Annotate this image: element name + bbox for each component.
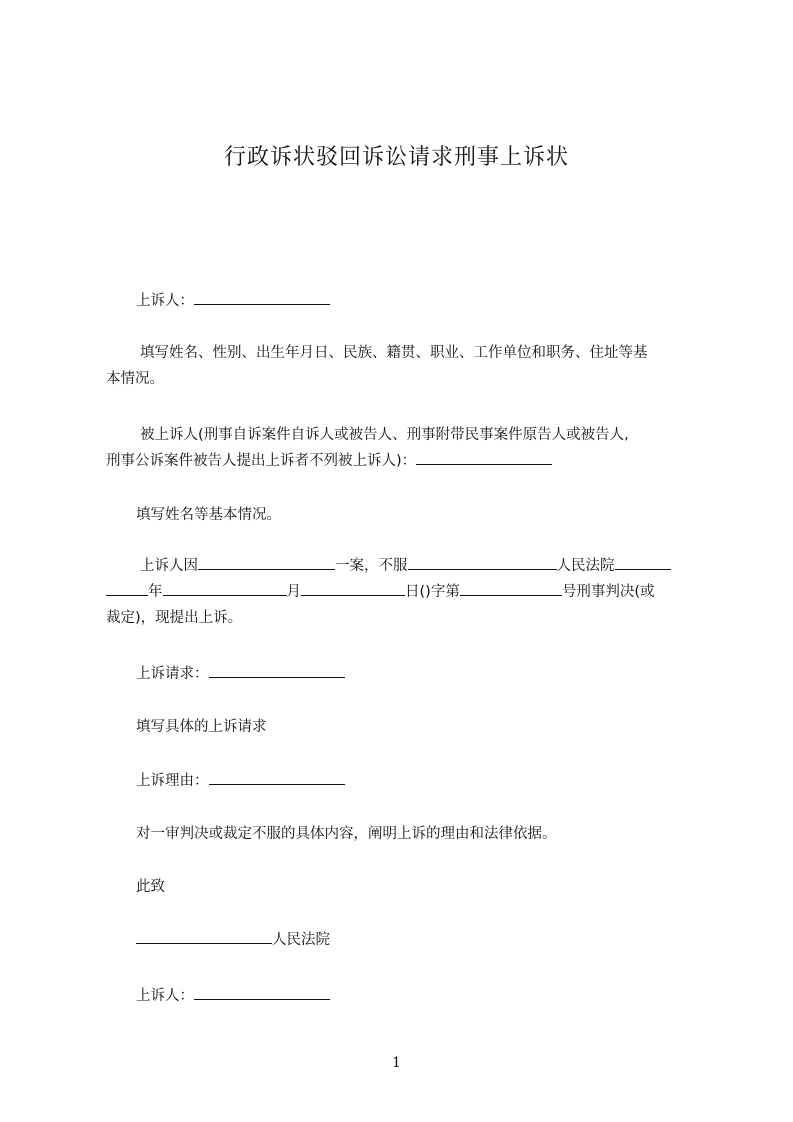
- month-blank[interactable]: [163, 581, 287, 596]
- reason-line: [106, 768, 700, 794]
- court-name-blank[interactable]: [408, 555, 557, 570]
- request-blank[interactable]: [209, 663, 345, 678]
- appellant-note: [106, 340, 700, 392]
- signature-blank[interactable]: [194, 985, 330, 1000]
- cause-part2: 一案，不服: [335, 558, 408, 574]
- reason-label: 上诉理由：: [136, 773, 209, 789]
- case-name-blank[interactable]: [198, 555, 335, 570]
- respondent-blank[interactable]: [416, 450, 552, 465]
- request-note: 填写具体的上诉请求: [136, 719, 267, 735]
- cause-part3: 人民法院: [556, 558, 615, 574]
- day-blank[interactable]: [301, 581, 405, 596]
- court-line: [106, 927, 700, 953]
- salutation: 此致: [136, 879, 165, 895]
- document-title: 行政诉状驳回诉讼请求刑事上诉状: [223, 145, 569, 170]
- appellant-note-line2: 本情况。: [106, 371, 164, 387]
- respondent-line2: [106, 448, 700, 474]
- appellant-blank[interactable]: [194, 290, 330, 305]
- appellant-note-line1: 填写姓名、性别、出生年月日、民族、籍贯、职业、工作单位和职务、住址等基: [140, 345, 648, 361]
- number-blank[interactable]: [460, 581, 562, 596]
- respondent-note: 填写姓名等基本情况。: [136, 507, 281, 523]
- cause-line1: [106, 553, 700, 579]
- cause-block: [106, 553, 700, 631]
- court-blank[interactable]: [136, 929, 272, 944]
- reason-blank[interactable]: [209, 770, 345, 785]
- cause-line3: 裁定)，现提出上诉。: [106, 610, 243, 626]
- respondent-block: [106, 422, 700, 474]
- cause-day: 日()字第: [405, 584, 460, 600]
- reason-note: 对一审判决或裁定不服的具体内容，阐明上诉的理由和法律依据。: [136, 826, 557, 842]
- respondent-line1: 被上诉人(刑事自诉案件自诉人或被告人、刑事附带民事案件原告人或被告人,: [140, 427, 629, 443]
- signature-label: 上诉人：: [136, 988, 194, 1004]
- signature-line: [106, 983, 700, 1009]
- cause-part1: 上诉人因: [140, 558, 198, 574]
- request-line: [106, 661, 700, 687]
- cause-part4: 号刑事判决(或: [561, 584, 655, 600]
- court-suffix: 人民法院: [272, 932, 330, 948]
- appellant-line: [106, 288, 700, 314]
- request-label: 上诉请求：: [136, 666, 209, 682]
- cause-month: 月: [286, 584, 301, 600]
- respondent-line2-text: 刑事公诉案件被告人提出上诉者不列被上诉人)：: [106, 453, 417, 469]
- cause-line2: [106, 579, 700, 605]
- court-suffix-blank[interactable]: [615, 555, 671, 570]
- cause-year: 年: [148, 584, 163, 600]
- appellant-label: 上诉人：: [136, 293, 194, 309]
- page-number: 1: [392, 1055, 401, 1071]
- year-blank[interactable]: [106, 581, 148, 596]
